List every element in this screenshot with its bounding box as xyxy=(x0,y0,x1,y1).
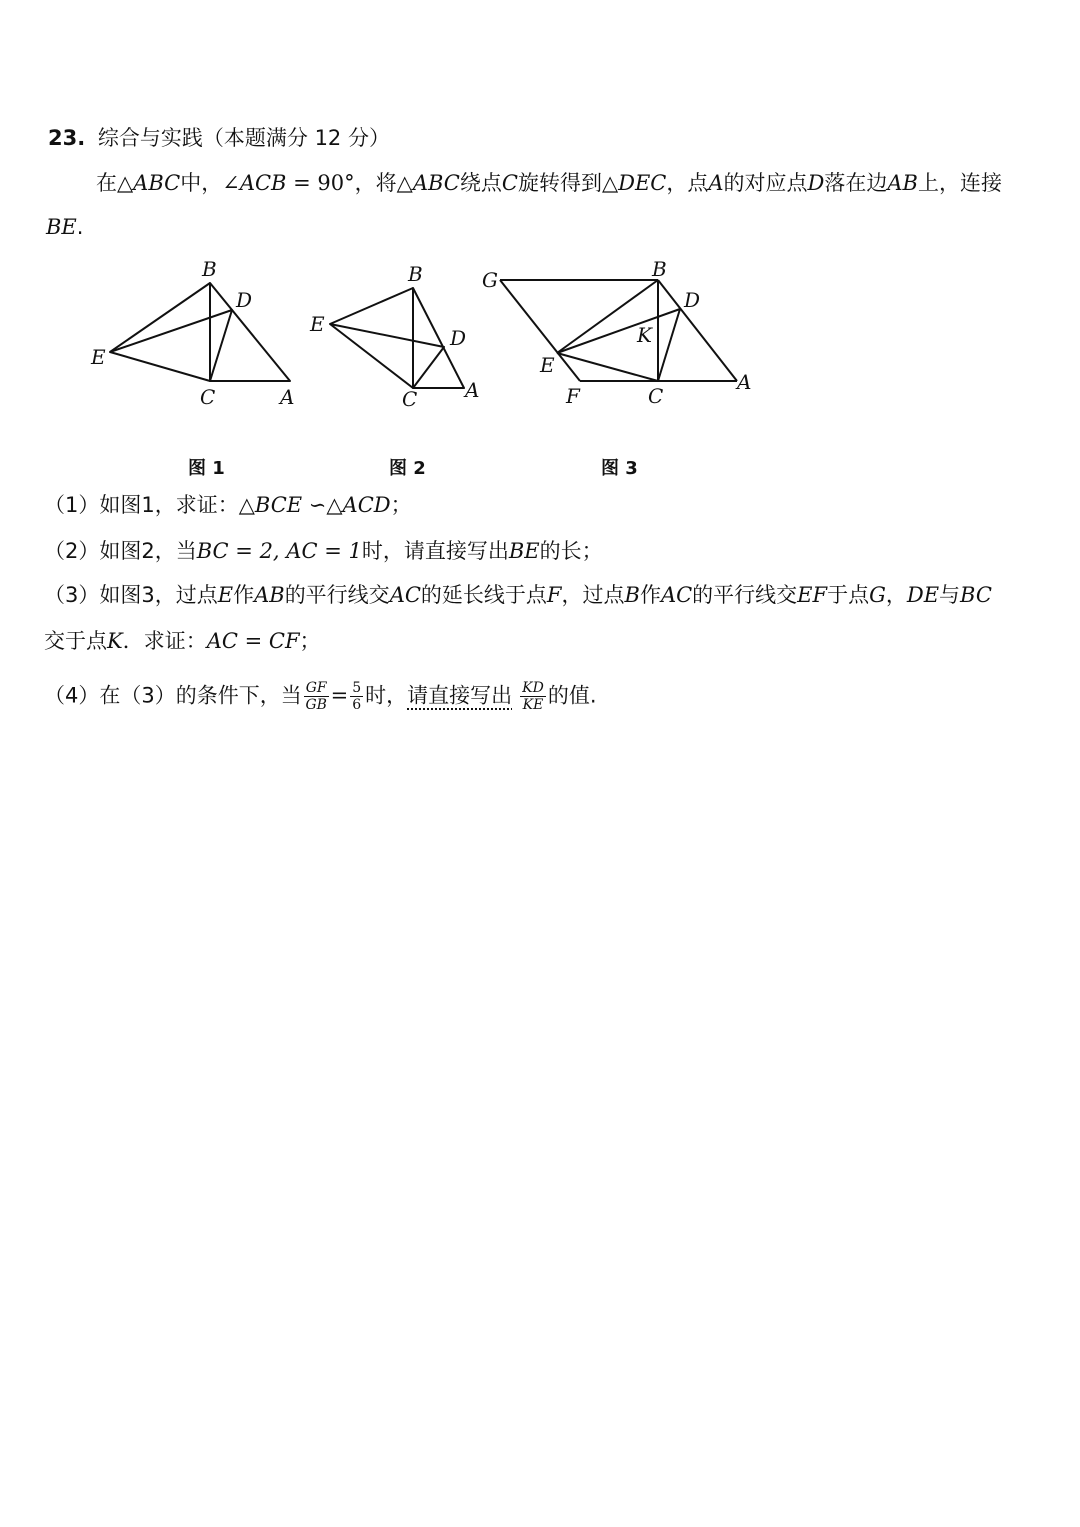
fraction-kd-ke xyxy=(520,680,546,713)
question-header xyxy=(48,123,390,153)
fraction-denominator: KE xyxy=(522,697,544,713)
intro-text: ，将△ xyxy=(354,171,413,195)
part3-math: AB xyxy=(254,583,285,607)
intro-text: 落在边 xyxy=(824,171,888,195)
intro-math: ABC xyxy=(133,171,181,195)
part4-text: （4）在（3）的条件下，当 xyxy=(44,683,302,708)
fig3-label-b: B xyxy=(652,257,667,281)
intro-math: BE xyxy=(46,215,77,239)
intro-text: 在△ xyxy=(96,171,134,195)
fig3-label-e: E xyxy=(540,353,555,377)
intro-math: ABC xyxy=(412,171,460,195)
fraction-numerator: 5 xyxy=(352,680,362,696)
part-3-line-2 xyxy=(44,626,321,656)
fig3-label-k: K xyxy=(637,323,652,347)
part2-text: 时，请直接写出 xyxy=(361,539,509,563)
fraction-denominator: GB xyxy=(305,697,327,713)
figure-2 xyxy=(305,255,495,415)
part3-math: AC = CF xyxy=(206,629,300,653)
part3-text: ．求证： xyxy=(122,629,207,653)
part2-math: BE xyxy=(508,539,540,563)
intro-text: 旋转得到△ xyxy=(517,171,619,195)
fraction-denominator: 6 xyxy=(352,697,362,713)
part4-math: = xyxy=(330,683,349,708)
part4-emphasis: 请直接写出 xyxy=(407,683,513,708)
part1-math: BCE xyxy=(254,493,303,517)
part3-math: G xyxy=(869,583,886,607)
part3-math: K xyxy=(107,629,123,653)
intro-math: C xyxy=(501,171,518,195)
fraction-gf-gb xyxy=(304,680,329,713)
part3-math: E xyxy=(217,583,234,607)
part3-text: 的延长线于点 xyxy=(420,583,547,607)
figure-1 xyxy=(80,255,310,415)
fig2-segment-be xyxy=(330,288,413,324)
intro-math: D xyxy=(807,171,825,195)
part3-text: ，过点 xyxy=(561,583,625,607)
intro-math: AB xyxy=(887,171,918,195)
part3-math: BC xyxy=(960,583,992,607)
part3-text: 于点 xyxy=(827,583,870,607)
figure-3-caption: 图 3 xyxy=(601,458,638,479)
figure-2-caption: 图 2 xyxy=(389,458,426,479)
part3-math: F xyxy=(546,583,562,607)
part3-text: 交于点 xyxy=(44,629,107,653)
intro-text: 上，连接 xyxy=(917,171,1002,195)
part-4 xyxy=(44,680,597,713)
fig3-segment-dc xyxy=(658,309,680,381)
fig3-label-f: F xyxy=(566,384,580,408)
fig3-label-c: C xyxy=(648,384,664,408)
part-2 xyxy=(44,536,603,566)
fig2-label-a: A xyxy=(465,378,480,402)
part1-math: ACD xyxy=(342,493,391,517)
intro-math: = 90° xyxy=(286,171,355,195)
part4-text: 时， xyxy=(365,683,408,708)
part3-text: 作 xyxy=(639,583,661,607)
fraction-numerator: GF xyxy=(305,680,327,696)
fig3-label-g: G xyxy=(482,268,498,292)
intro-text: 中， xyxy=(180,171,223,195)
part1-math: ∽△ xyxy=(302,493,343,517)
part3-math: B xyxy=(624,583,640,607)
fig1-label-d: D xyxy=(236,288,253,312)
part3-math: DE xyxy=(906,583,940,607)
fig2-label-c: C xyxy=(402,387,418,411)
figure-3 xyxy=(475,255,765,415)
figure-1-caption: 图 1 xyxy=(188,458,225,479)
part3-text: 作 xyxy=(233,583,255,607)
intro-line-1 xyxy=(96,168,1002,198)
intro-text: 绕点 xyxy=(459,171,502,195)
fig3-label-d: D xyxy=(684,288,701,312)
fraction-5-6 xyxy=(350,680,363,713)
fraction-numerator: KD xyxy=(522,680,544,696)
intro-math: DEC xyxy=(618,171,667,195)
intro-text: 的对应点 xyxy=(723,171,808,195)
fig1-label-c: C xyxy=(200,385,216,409)
part3-text: 与 xyxy=(939,583,961,607)
fig3-segment-ed xyxy=(557,309,680,353)
part-1 xyxy=(44,490,412,520)
fig1-label-e: E xyxy=(91,345,106,369)
intro-line-2 xyxy=(46,212,83,242)
fig2-label-d: D xyxy=(450,326,467,350)
fig1-label-a: A xyxy=(280,385,295,409)
part4-text: 的值. xyxy=(547,683,597,708)
part2-math: BC = 2, AC = 1 xyxy=(196,539,362,563)
part3-math: AC xyxy=(389,583,421,607)
fig1-label-b: B xyxy=(202,257,217,281)
part3-math: AC xyxy=(660,583,693,607)
fig2-label-e: E xyxy=(310,312,325,336)
fig2-label-b: B xyxy=(408,262,423,286)
part3-text: 的平行线交 xyxy=(284,583,390,607)
part2-text: （2）如图2，当 xyxy=(44,539,197,563)
part2-text: 的长； xyxy=(539,539,603,563)
question-title: 综合与实践（本题满分 12 分） xyxy=(97,126,390,150)
intro-text: ，点 xyxy=(666,171,709,195)
part3-math: EF xyxy=(797,583,828,607)
fig3-label-a: A xyxy=(737,370,752,394)
part3-text: ， xyxy=(885,583,907,607)
fig3-segment-ec xyxy=(557,353,658,381)
intro-text: . xyxy=(76,215,84,239)
question-number: 23. xyxy=(48,126,86,150)
part1-text: （1）如图1，求证：△ xyxy=(44,493,255,517)
intro-math: ∠ACB xyxy=(222,171,287,195)
fig1-triangle-dec xyxy=(110,310,232,381)
fig1-segment-be xyxy=(110,283,210,352)
fig2-triangle-dec xyxy=(330,324,444,388)
part-3-line-1 xyxy=(44,580,992,610)
intro-math: A xyxy=(708,171,724,195)
part3-text: 的平行线交 xyxy=(692,583,798,607)
part3-text: ； xyxy=(299,629,321,653)
part1-text: ； xyxy=(390,493,412,517)
part3-text: （3）如图3，过点 xyxy=(44,583,218,607)
